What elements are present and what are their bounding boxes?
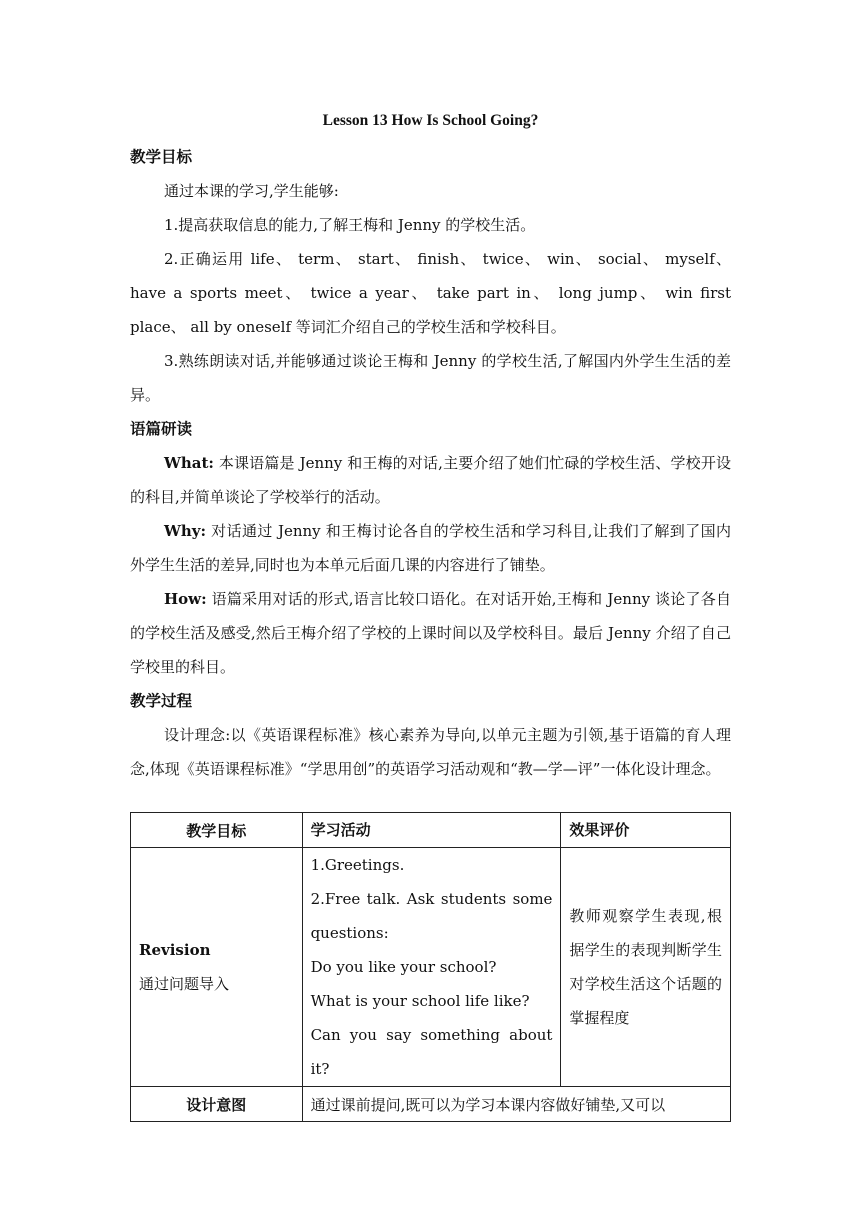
objective-item-3: 3.熟练朗读对话,并能够通过谈论王梅和 Jenny 的学校生活,了解国内外学生生活的差异。 <box>130 352 731 404</box>
objective-item-1: 1.提高获取信息的能力,了解王梅和 Jenny 的学校生活。 <box>164 216 536 234</box>
objectives-intro: 通过本课的学习,学生能够: <box>164 182 339 200</box>
what-label: What: <box>164 454 214 472</box>
objective-item-2: 2.正确运用 life、 term、 start、 finish、 twice、 win、 social、 myself、 have a sports meet、 twice a year、 take part in、 long jump、 win first place、 all by oneself 等词汇介绍自己的学校生活和学校科目。 <box>130 250 731 336</box>
activity-item: What is your school life like? <box>310 992 530 1010</box>
analysis-what <box>130 446 731 514</box>
design-concept: 设计理念:以《英语课程标准》核心素养为导向,以单元主题为引领,基于语篇的育人理念,体现《英语课程标准》“学思用创”的英语学习活动观和“教—学—评”一体化设计理念。 <box>130 726 731 778</box>
how-label: How: <box>164 590 207 608</box>
section-heading-text-analysis: 语篇研读 <box>130 419 193 438</box>
table-row <box>131 848 731 1087</box>
evaluation-cell: 教师观察学生表现,根据学生的表现判断学生对学校生活这个话题的掌握程度 <box>561 848 731 1087</box>
analysis-how <box>130 582 731 684</box>
design-intent-text: 通过课前提问,既可以为学习本课内容做好铺垫,又可以 <box>302 1087 730 1122</box>
table-header-row <box>131 813 731 848</box>
what-text: 本课语篇是 Jenny 和王梅的对话,主要介绍了她们忙碌的学校生活、学校开设的科目,并简单谈论了学校举行的活动。 <box>130 454 731 506</box>
header-evaluation: 效果评价 <box>561 813 731 848</box>
activity-item: 2.Free talk. Ask students some questions: <box>310 890 553 942</box>
activity-item: 1.Greetings. <box>310 856 405 874</box>
header-activity: 学习活动 <box>302 813 561 848</box>
lesson-title: Lesson 13 How Is School Going? <box>322 112 539 129</box>
why-label: Why: <box>164 522 207 540</box>
lesson-plan-table <box>130 812 731 1122</box>
design-intent-label: 设计意图 <box>131 1087 303 1122</box>
document-body <box>130 140 731 786</box>
how-text: 语篇采用对话的形式,语言比较口语化。在对话开始,王梅和 Jenny 谈论了各自的学校生活及感受,然后王梅介绍了学校的上课时间以及学校科目。最后 Jenny 介绍了自己学校里的科目。 <box>130 590 731 676</box>
header-goal: 教学目标 <box>131 813 303 848</box>
activity-item: Do you like your school? <box>310 958 497 976</box>
table-row <box>131 1087 731 1122</box>
why-text: 对话通过 Jenny 和王梅讨论各自的学校生活和学习科目,让我们了解到了国内外学生生活的差异,同时也为本单元后面几课的内容进行了铺垫。 <box>130 522 731 574</box>
activity-cell <box>302 848 561 1087</box>
goal-revision: Revision <box>139 941 211 959</box>
analysis-why <box>130 514 731 582</box>
goal-text: 通过问题导入 <box>139 975 230 993</box>
section-heading-objectives: 教学目标 <box>130 147 193 166</box>
activity-item: Can you say something about it? <box>310 1026 553 1078</box>
section-heading-process: 教学过程 <box>130 691 193 710</box>
goal-cell <box>131 848 303 1087</box>
